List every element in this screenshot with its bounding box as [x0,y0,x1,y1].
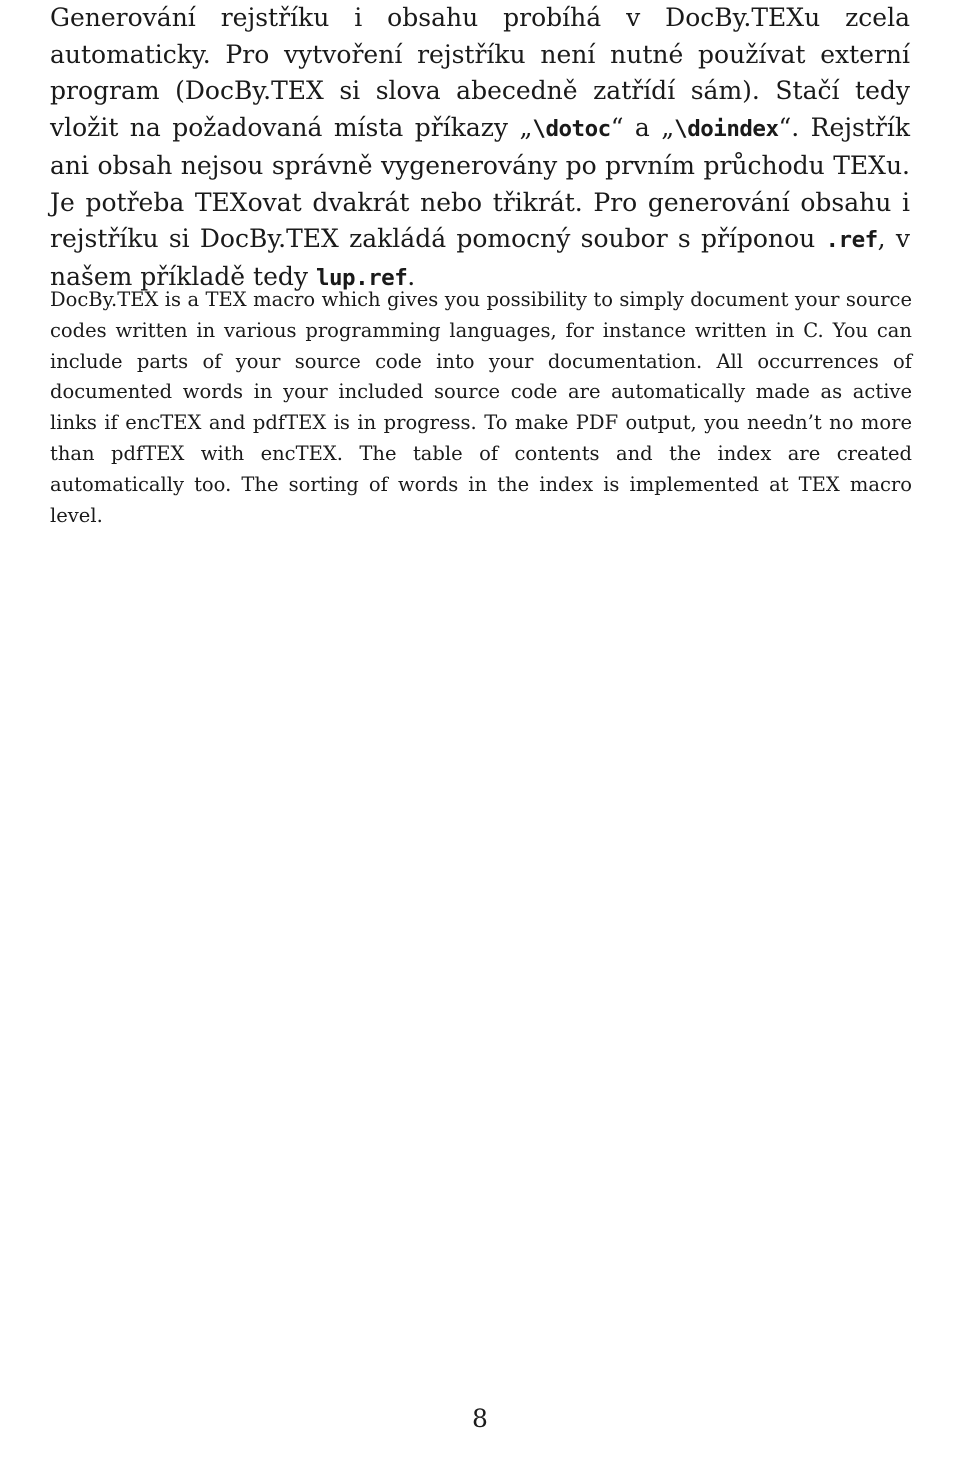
lup-ref-filename: lup.ref [315,264,408,291]
doindex-command: \doindex [674,116,779,143]
czech-paragraph [50,0,910,297]
czech-text-1: Generování rejstříku i obsahu probíhá v DocBy.TEXu zcela automaticky. Pro vytvoření rejstříku není nutné používat externí program (DocBy.TEX si slova abecedně zatřídí sám). Stačí tedy vložit na požadovaná místa příkazy „ [50,3,910,143]
english-paragraph: DocBy.TEX is a TEX macro which gives you possibility to simply document your source codes written in various programming languages, for instance written in C. You can include parts of your source code into your documentation. All occurrences of documented words in your included source code are automatically made as active links if encTEX and pdfTEX is in progress. To make PDF output, you needn’t no more than pdfTEX with encTEX. The table of contents and the index are created automatically too. The sorting of words in the index is implemented at TEX macro level. [50,288,912,527]
czech-text-2: “ a „ [610,113,675,143]
czech-text-4: , v našem příkladě tedy [50,224,910,291]
dotoc-command: \dotoc [532,116,611,143]
page-number: 8 [472,1404,488,1433]
ref-extension: .ref [825,227,878,254]
czech-text-3: “. Rejstřík ani obsah nejsou správně vygenerovány po prvním průchodu TEXu. Je potřeba TEXovat dvakrát nebo třikrát. Pro generování obsahu i rejstříku si DocBy.TEX zakládá pomocný soubor s příponou [50,113,911,254]
czech-text-5: . [407,261,416,291]
